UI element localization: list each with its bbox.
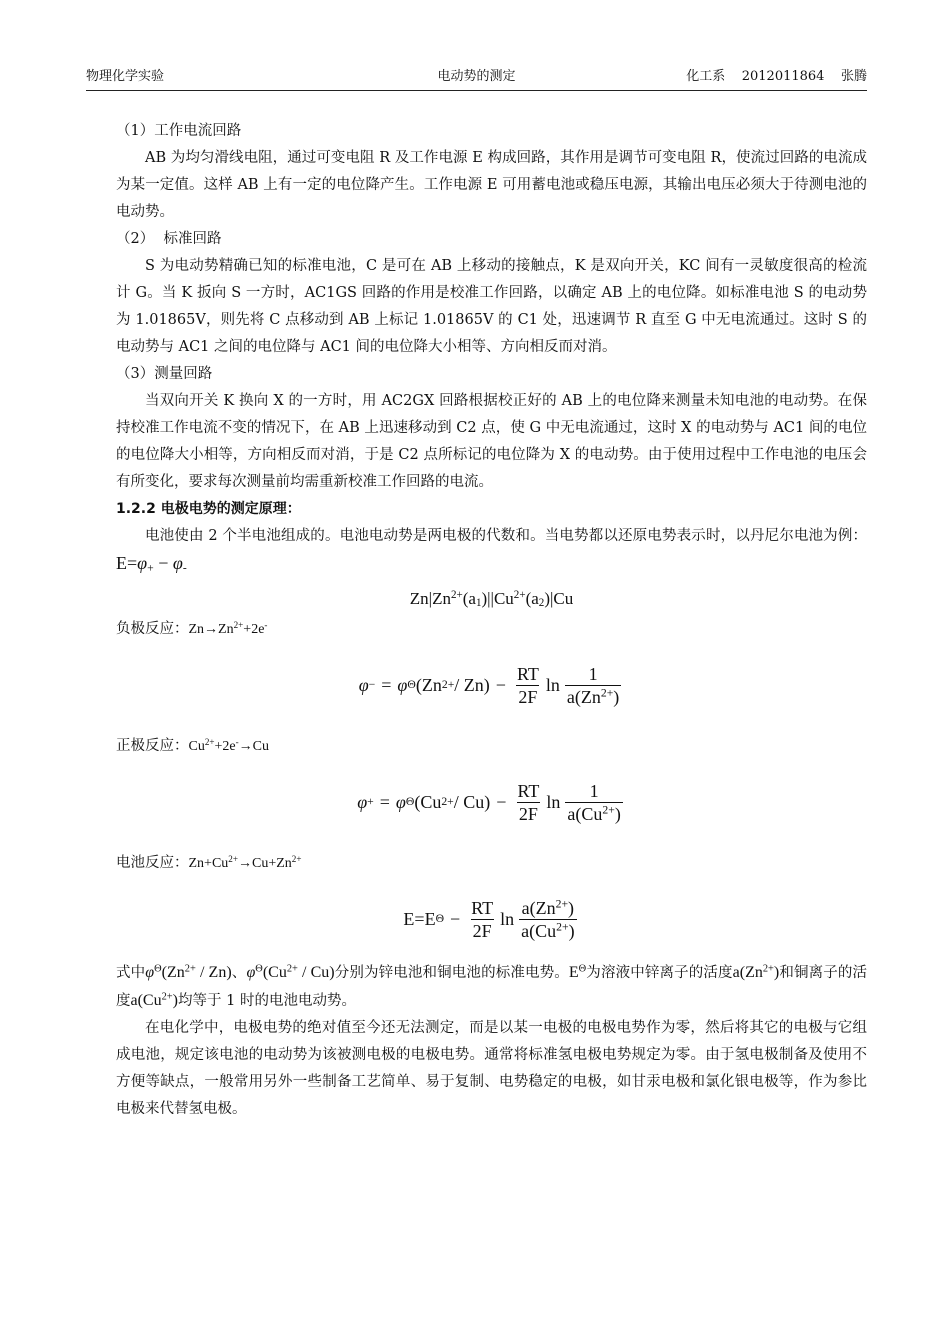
explain-cu-tail: / Cu) (297, 964, 335, 981)
f1-frac-activity (565, 663, 621, 708)
section-title: 1.2.2 电极电势的测定原理： (116, 501, 301, 517)
cellrxn-part-2: →Cu+Zn (237, 856, 292, 871)
f3-den2-a: a(Cu (521, 920, 557, 941)
cell-reaction-formula (189, 856, 302, 871)
cell-notation: $Zn|Zn^{2+}(a_1)||Cu^{2+}(a_2)|Cu$ (409, 588, 574, 610)
f1-den2-charge: 2+ (600, 686, 614, 700)
explain-a-cu (131, 992, 179, 1009)
f1-ln: ln (545, 674, 560, 695)
subsection-label-1: （1）工作电流回路 (116, 123, 242, 139)
cellrxn-charge: 2+ (228, 854, 238, 864)
explain-phi-cu (246, 964, 334, 981)
explain-p2: 分别为锌电池和铜电池的标准电势。 (334, 965, 569, 981)
f3-den2-charge: 2+ (556, 920, 569, 934)
formula-negative-electrode: φ − = φ Θ (Zn 2+ / Zn) − $\frac{RT}{2F}$ ln $\frac{1}{a(Zn^{2+})}$ (358, 663, 620, 707)
eq-minus: − (158, 553, 169, 573)
f1-num: RT (516, 663, 539, 684)
explain-a-zn-charge: 2+ (762, 963, 774, 975)
f2-arg-tail: / Cu) (453, 791, 491, 812)
f1-arg-tail: / Zn) (454, 674, 490, 695)
eq-sub-minus: - (182, 561, 187, 575)
f1-phi0: φ (397, 674, 408, 695)
pos-part-2: +2e (214, 739, 236, 754)
cell-zn: Zn (409, 589, 429, 608)
explain-phi-zn (145, 964, 231, 981)
paragraph-standard-circuit: S 为电动势精确已知的标准电池，C 是可在 AB 上移动的接触点，K 是双向开关，KC 间有一灵敏度很高的检流计 G。当 K 扳向 S 一方时，AC1GS 回路的作用是校准工作回路，以确定 AB 上的电位降。如标准电池 S 的电动势为 1.01865V，则先将 C 点移动到 AB 上标记 1.01865V 的 C1 处，迅速调节 R 直至 G 中无电流通过。这时 S 的电动势与 AC1 之间的电位降与 AC1 间的电位降大小相等、方向相反而对消。 (116, 258, 867, 355)
header-author: 化工系 2012011864 张腾 (686, 69, 867, 84)
cellrxn-part-1: Zn+Cu (188, 856, 229, 871)
explain-phi-cu-sym: φ (246, 964, 256, 981)
header-title: 电动势的测定 (437, 69, 516, 84)
explain-zn-tail: / Zn) (195, 964, 232, 981)
paragraph-symbol-explanation (116, 959, 867, 1015)
cell-zn-charge: 2+ (450, 588, 463, 601)
cell-a2-sub: 2 (538, 597, 545, 610)
cell-a2-close: ) (544, 589, 550, 608)
f1-den2-a: a(Zn (566, 686, 601, 707)
subsection-label-2: （2） 标准回路 (116, 231, 222, 247)
explain-zn-a: (Zn (161, 964, 185, 981)
negative-reaction (116, 616, 867, 643)
negative-reaction-label: 负极反应： (116, 621, 189, 637)
f1-den2 (565, 685, 621, 708)
f1-den: 2F (518, 686, 538, 707)
explain-p5: 均等于 1 时的电池电动势。 (178, 993, 356, 1009)
positive-reaction-formula (189, 739, 270, 754)
pos-part-1: Cu (188, 739, 205, 754)
header-rule (86, 90, 867, 91)
explain-a-cu-close: ) (172, 992, 178, 1009)
explain-e0 (569, 964, 586, 981)
explain-p4: 和铜离子的活度 (116, 965, 868, 1009)
pos-part-3: →Cu (238, 739, 270, 754)
neg-e-charge: - (264, 620, 268, 630)
f2-frac-rt (515, 780, 541, 825)
paragraph-working-circuit: AB 为均匀滑线电阻，通过可变电阻 R 及工作电源 E 构成回路，其作用是调节可变电阻 R，使流过回路的电流成为某一定值。这样 AB 上有一定的电位降产生。工作电源 E 可用蓄电池或稳压电源，其输出电压必须大于待测电池的电动势。 (116, 150, 867, 220)
positive-reaction-label: 正极反应： (116, 738, 189, 754)
subsection-label-3: （3）测量回路 (116, 366, 213, 382)
paragraph-measurement-circuit: 当双向开关 K 换向 X 的一方时，用 AC2GX 回路根据校正好的 AB 上的电位降来测量未知电池的电动势。在保持校准工作电流不变的情况下，在 AB 上迅速移动到 C2 点，使 G 中无电流通过，这时 X 的电动势与 AC1 间的电位的电位降大小相等，方向相反而对消，于是 C2 点所标记的电位降为 X 的电动势。由于使用过程中工作电池的电压会有所变化，要求每次测量前均需重新校准工作回路的电流。 (116, 393, 867, 490)
f1-arg: (Zn (415, 674, 442, 695)
cell-cu: Cu (553, 589, 574, 608)
eq-phi-plus: φ (137, 553, 148, 573)
f2-phi0: φ (395, 791, 406, 812)
explain-p1: 式中 (116, 965, 146, 981)
document-body (116, 118, 867, 1123)
f2-minus: − (496, 791, 507, 812)
f2-num: RT (517, 780, 540, 801)
f3-num2-charge: 2+ (555, 897, 569, 911)
cell-a1-sub: 1 (475, 597, 482, 610)
eq-e: E= (116, 553, 138, 573)
explain-cu-a: (Cu (262, 964, 287, 981)
explain-zn-charge: 2+ (184, 963, 196, 975)
cell-reaction (116, 850, 867, 877)
cell-a1: (a (462, 589, 476, 608)
f1-frac-rt (515, 663, 541, 708)
negative-reaction-formula (189, 622, 268, 637)
f3-num2-close: ) (568, 897, 575, 918)
explain-a-zn-close: ) (773, 964, 780, 981)
explain-a-zn (733, 964, 780, 981)
f2-arg: (Cu (414, 791, 442, 812)
explain-phi-zn-sym: φ (145, 964, 155, 981)
explain-theta-cu: Θ (255, 963, 263, 975)
cell-cu-ion: Cu (493, 589, 514, 608)
explain-cu-charge: 2+ (286, 963, 298, 975)
cell-a1-close: ) (481, 589, 488, 608)
cell-reaction-label: 电池反应： (116, 855, 189, 871)
positive-reaction (116, 733, 867, 760)
neg-charge: 2+ (233, 620, 244, 630)
f2-frac-activity (565, 780, 622, 825)
formula-positive-electrode: φ + = φ Θ (Cu 2+ / Cu) − $\frac{RT}{2F}$ ln $\frac{1}{a(Cu^{2+})}$ (357, 780, 621, 824)
cell-zn-ion: Zn (432, 589, 451, 608)
f3-den2-close: ) (568, 920, 575, 941)
f2-den: 2F (518, 803, 538, 824)
paragraph-daniell-intro (116, 523, 867, 579)
f3-num2 (520, 897, 576, 919)
formula-nernst-cell: E=E Θ − $\frac{RT}{2F}$ ln $\frac{a(Zn^{2+})}{a(Cu^{2+})}$ (403, 897, 575, 941)
f2-eq: = (379, 791, 390, 812)
pos-charge: 2+ (204, 737, 215, 747)
cell-a2: (a (525, 589, 539, 608)
explain-a-zn-sym: a(Zn (732, 964, 763, 981)
explain-e0-theta: Θ (578, 963, 587, 975)
f3-den: 2F (472, 920, 492, 941)
f3-ln: ln (500, 908, 515, 929)
f2-den2-close: ) (614, 803, 621, 824)
f3-frac-activity (519, 897, 576, 942)
f3-num: RT (471, 897, 494, 918)
f3-lhs: E=E (403, 908, 436, 929)
f2-lhs: φ (357, 791, 368, 812)
f1-minus: − (495, 674, 506, 695)
f3-num2-a: a(Zn (521, 897, 556, 918)
header-course: 物理化学实验 (86, 69, 165, 84)
f2-den2-a: a(Cu (567, 803, 603, 824)
explain-p3: 为溶液中锌离子的活度 (586, 965, 733, 981)
page-header (86, 66, 867, 88)
cell-cu-charge: 2+ (513, 588, 526, 601)
explain-a-cu-charge: 2+ (161, 991, 173, 1003)
intro-text: 电池使由 2 个半电池组成的。电池电动势是两电极的代数和。当电势都以还原电势表示时，以丹尼尔电池为例： (145, 528, 867, 544)
f1-eq: = (381, 674, 392, 695)
f1-lhs: φ (358, 674, 369, 695)
f2-num2: 1 (589, 780, 599, 801)
f1-den2-close: ) (613, 686, 620, 707)
f1-num2: 1 (588, 663, 598, 684)
f2-den2 (565, 802, 622, 825)
explain-e0-sym: E (568, 964, 579, 981)
f3-minus: − (450, 908, 461, 929)
cellrxn-charge2: 2+ (291, 854, 302, 864)
f2-ln: ln (546, 791, 561, 812)
paragraph-reference-electrode: 在电化学中，电极电势的绝对值至今还无法测定，而是以某一电极的电极电势作为零，然后将其它的电极与它组成电池，规定该电池的电动势为该被测电极的电极电势。通常将标准氢电极电势规定为零。由于氢电极制备及使用不方便等缺点，一般常用另外一些制备工艺简单、易于复制、电势稳定的电极，如甘汞电极和氯化银电极等，作为参比电极来代替氢电极。 (116, 1020, 867, 1117)
f3-frac-rt (469, 897, 495, 942)
f3-den2 (519, 919, 576, 942)
explain-a-cu-sym: a(Cu (130, 992, 162, 1009)
explain-sep: 、 (231, 965, 247, 981)
inline-emf-equation (116, 553, 187, 573)
pos-e-charge: - (235, 737, 239, 747)
f2-den2-charge: 2+ (602, 803, 615, 817)
eq-sub-plus: + (147, 561, 154, 575)
explain-theta-zn: Θ (154, 963, 162, 975)
neg-part-1: Zn→Zn (188, 622, 234, 637)
neg-part-2: +2e (243, 622, 265, 637)
eq-phi-minus: φ (172, 553, 183, 573)
